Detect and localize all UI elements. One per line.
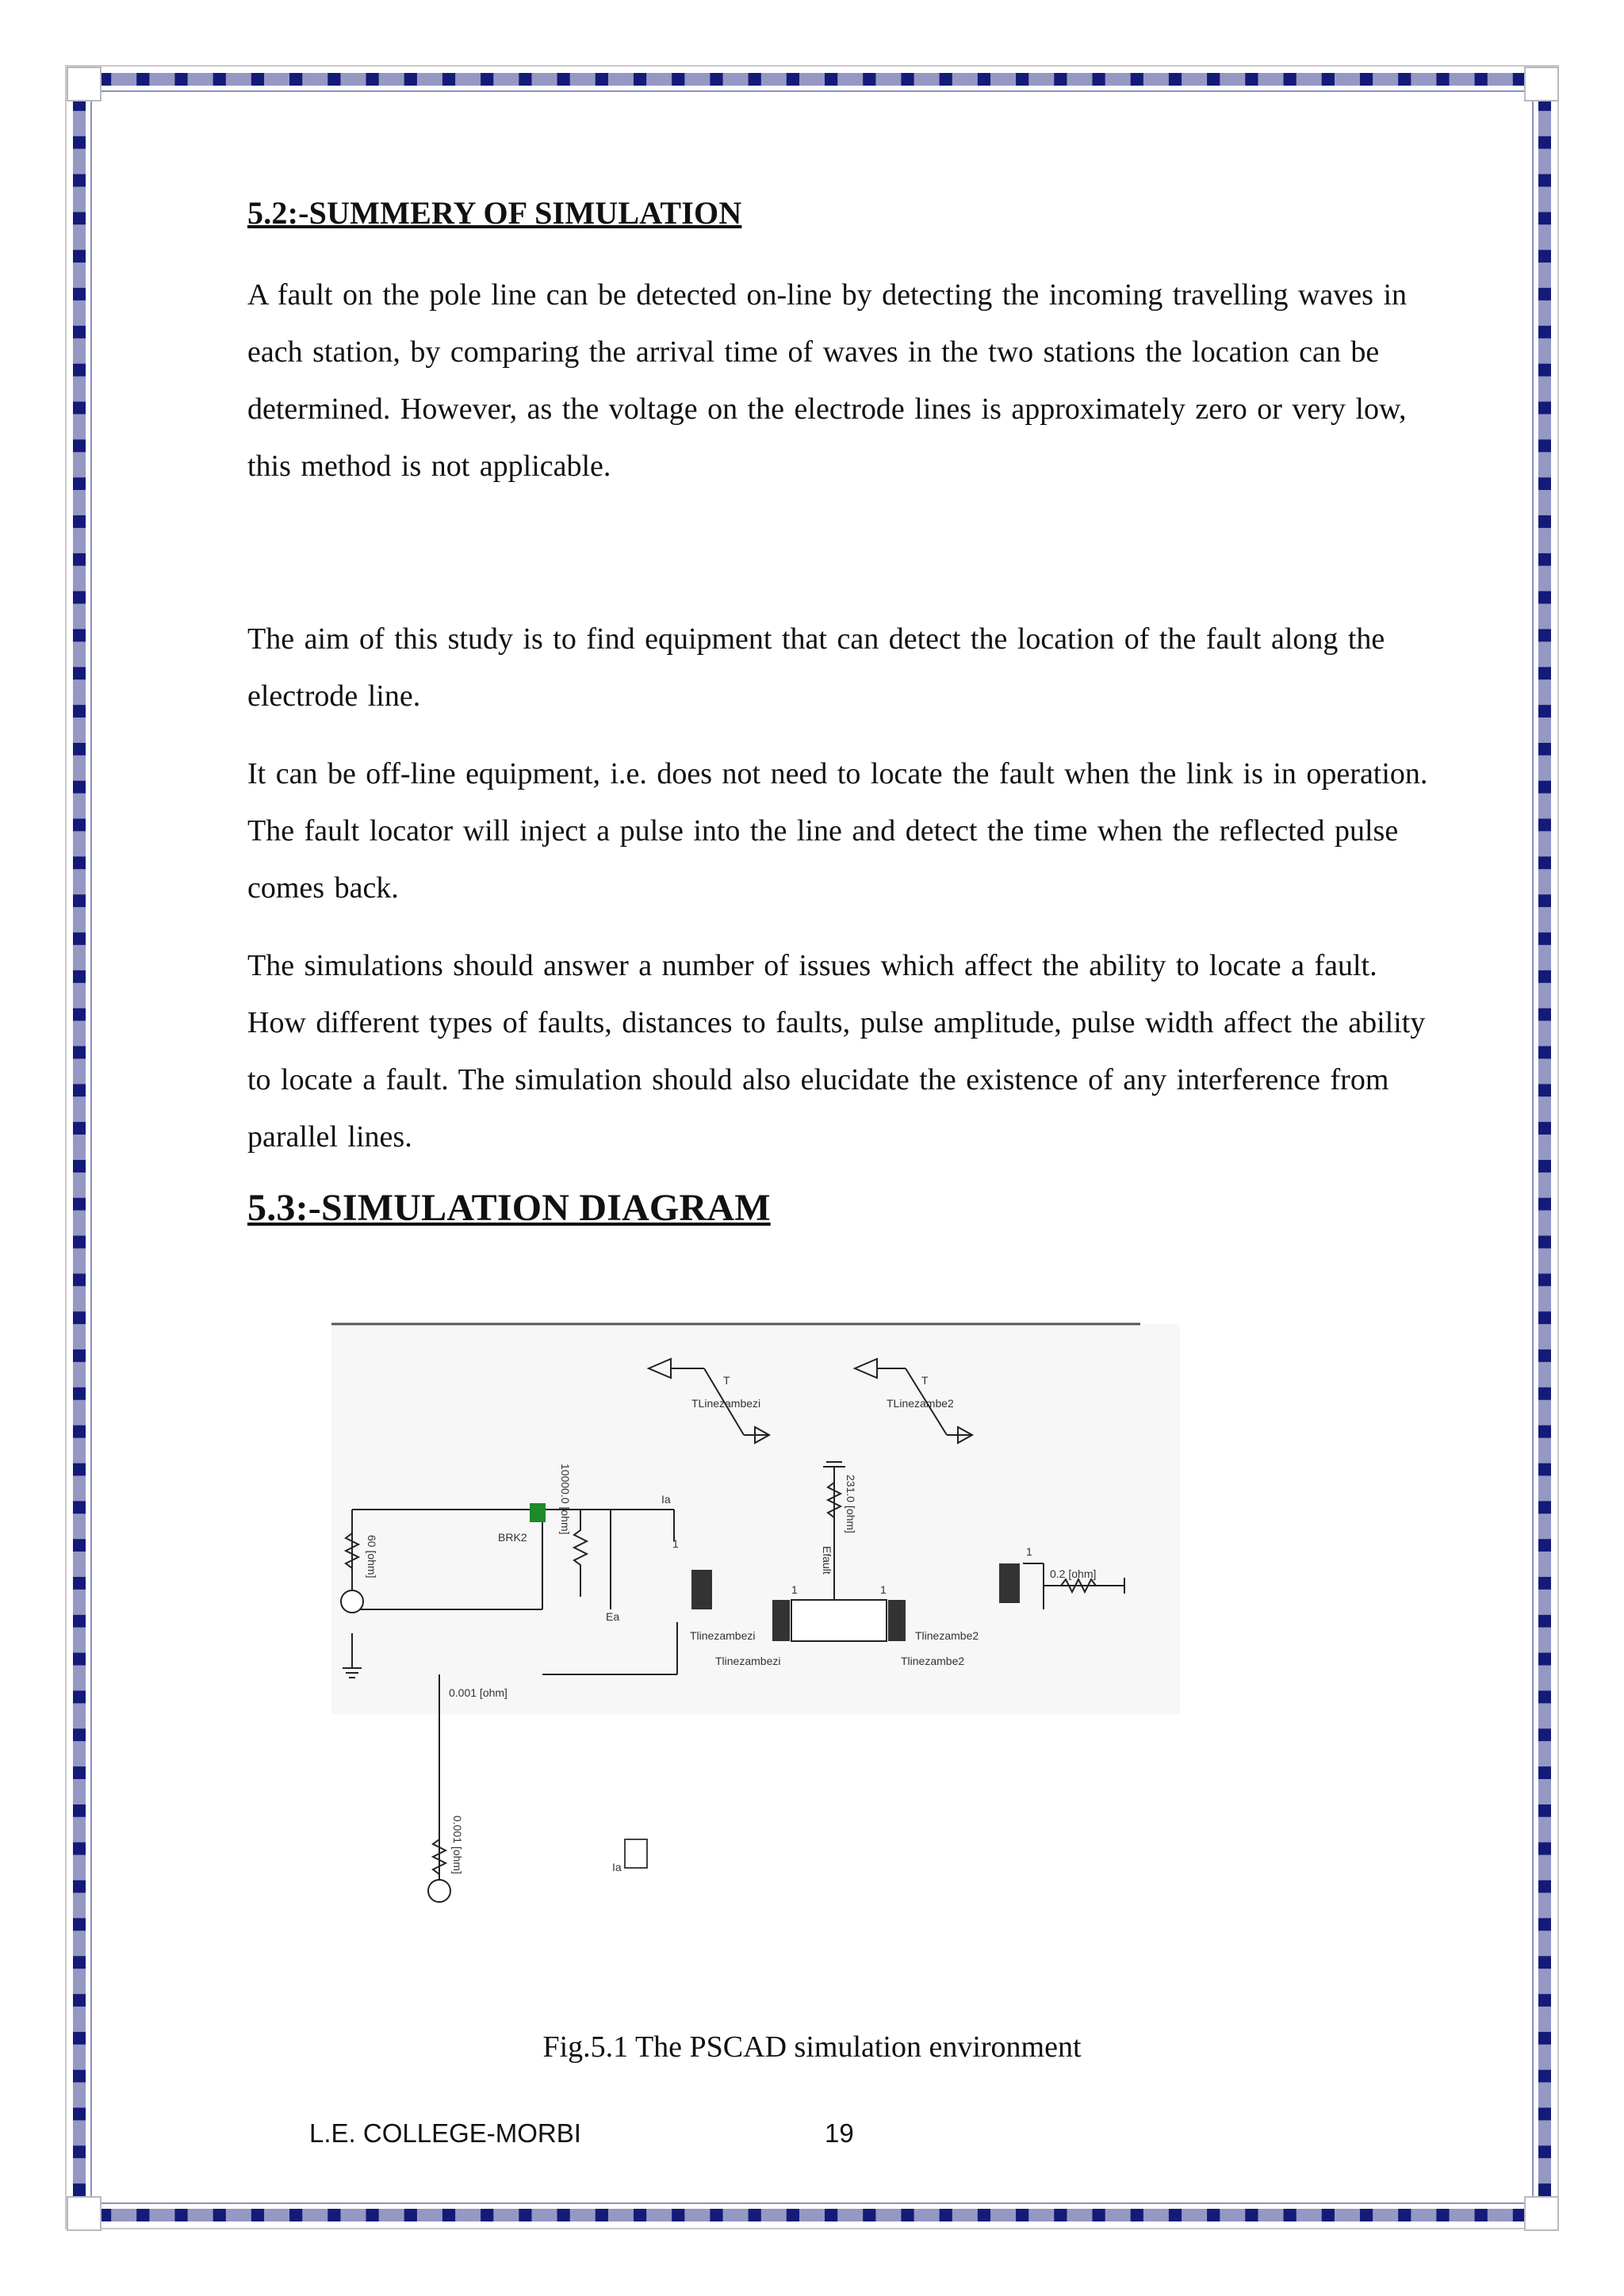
label-one-c: 1 — [880, 1583, 887, 1596]
paragraph: The aim of this study is to find equipment that can detect the location of the fault along the electrode line. — [247, 622, 1385, 713]
border-corner-tr — [1524, 67, 1559, 101]
label-efault: Efault — [821, 1546, 833, 1575]
simulation-diagram — [331, 1316, 1182, 1974]
label-r0001a: 0.001 [ohm] — [449, 1686, 508, 1699]
section-heading-diagram: 5.3:-SIMULATION DIAGRAM — [247, 1187, 771, 1229]
section-heading-summary: 5.2:-SUMMERY OF SIMULATION — [247, 195, 742, 231]
label-r60: 60 [ohm] — [366, 1535, 378, 1578]
border-corner-br — [1524, 2196, 1559, 2231]
page-content — [247, 194, 1437, 1265]
label-one-b: 1 — [791, 1583, 798, 1596]
label-one-a: 1 — [672, 1537, 679, 1550]
border-corner-tl — [67, 67, 102, 101]
label-tline2: TLinezambe2 — [887, 1397, 954, 1410]
label-tl-a2: Tlinezambezi — [715, 1655, 781, 1667]
label-r10000: 10000.0 [ohm] — [559, 1464, 572, 1535]
label-tl-b2: Tlinezambe2 — [901, 1655, 965, 1667]
label-tline1: TLinezambezi — [691, 1397, 761, 1410]
paragraph: It can be off-line equipment, i.e. does not need to locate the fault when the link is in operation. The fault locator will inject a pulse into the line and detect the time when the reflected pulse comes back. — [247, 757, 1428, 905]
label-r231: 231.0 [ohm] — [845, 1475, 857, 1533]
figure-caption: Fig.5.1 The PSCAD simulation environment — [542, 2030, 1082, 2064]
label-r02: 0.2 [ohm] — [1050, 1567, 1097, 1580]
footer-page-number: 19 — [825, 2118, 854, 2148]
footer-college: L.E. COLLEGE-MORBI — [309, 2118, 581, 2148]
label-t-a: T — [723, 1374, 730, 1387]
label-tl-a1: Tlinezambezi — [690, 1629, 756, 1642]
label-meter: Ia — [612, 1861, 622, 1873]
paragraph: A fault on the pole line can be detected on-line by detecting the incoming travelling waves in each station, by comparing the arrival time of waves in the two stations the location can be determined. However, as the voltage on the electrode lines is approximately zero or very low, this method is not applicable. — [247, 278, 1407, 483]
label-brk: BRK2 — [498, 1531, 527, 1544]
label-ea: Ea — [606, 1610, 620, 1623]
pscad-circuit — [331, 1316, 1182, 1974]
label-t-b: T — [921, 1374, 929, 1387]
label-ia: Ia — [661, 1493, 671, 1506]
paragraph: The simulations should answer a number of issues which affect the ability to locate a fault. How different types of faults, distances to faults, pulse amplitude, pulse width affect the ability to locate a fault. The simulation should also elucidate the existence of any interference from parallel lines. — [247, 949, 1426, 1154]
label-r0001b: 0.001 [ohm] — [451, 1816, 464, 1874]
border-corner-bl — [67, 2196, 102, 2231]
label-tl-b1: Tlinezambe2 — [915, 1629, 979, 1642]
label-one-d: 1 — [1026, 1545, 1032, 1558]
